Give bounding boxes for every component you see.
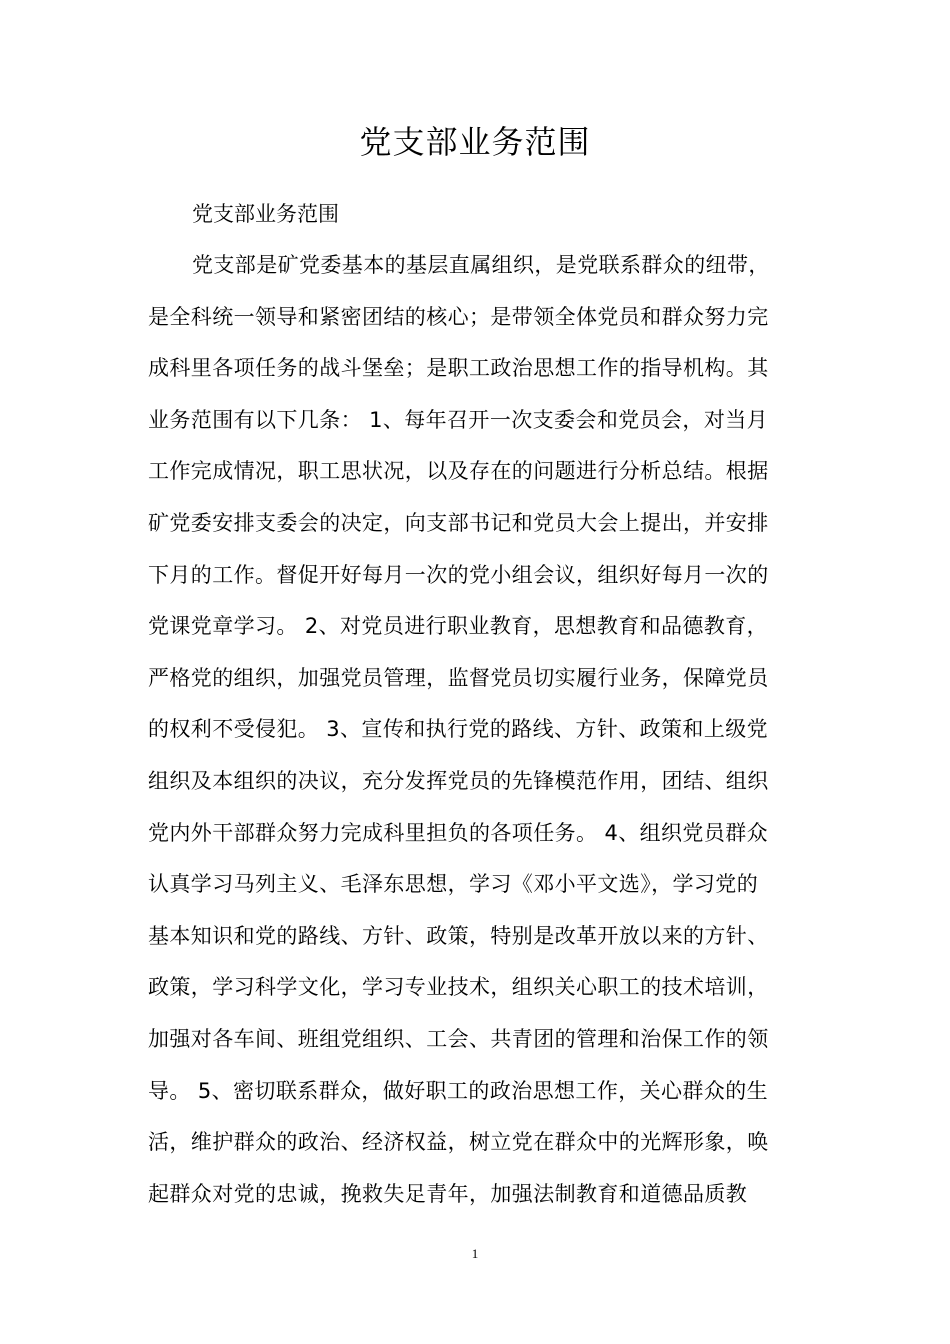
- body-line: 是全科统一领导和紧密团结的核心；是带领全体党员和群众努力完: [148, 304, 769, 329]
- document-body: [148, 248, 808, 1228]
- body-line: 党内外干部群众努力完成科里担负的各项任务。 4、组织党员群众: [148, 820, 769, 845]
- page-number: 1: [471, 1246, 479, 1261]
- body-line: 矿党委安排支委会的决定，向支部书记和党员大会上提出，并安排: [148, 510, 769, 535]
- body-line: 基本知识和党的路线、方针、政策，特别是改革开放以来的方针、: [148, 923, 769, 948]
- body-line: 组织及本组织的决议，充分发挥党员的先锋模范作用，团结、组织: [148, 768, 769, 793]
- body-line: 起群众对党的忠诚，挽救失足青年，加强法制教育和道德品质教: [148, 1181, 748, 1206]
- body-line: 党支部是矿党委基本的基层直属组织，是党联系群众的纽带，: [192, 253, 770, 277]
- body-line: 导。 5、密切联系群众，做好职工的政治思想工作，关心群众的生: [148, 1078, 769, 1103]
- body-line: 成科里各项任务的战斗堡垒；是职工政治思想工作的指导机构。其: [148, 356, 769, 381]
- body-line: 业务范围有以下几条： 1、每年召开一次支委会和党员会，对当月: [148, 407, 769, 432]
- body-line: 党课党章学习。 2、对党员进行职业教育，思想教育和品德教育，: [148, 614, 769, 639]
- body-line: 认真学习马列主义、毛泽东思想，学习《邓小平文选》，学习党的: [148, 872, 759, 897]
- body-line: 加强对各车间、班组党组织、工会、共青团的管理和治保工作的领: [148, 1026, 769, 1051]
- body-line: 活，维护群众的政治、经济权益，树立党在群众中的光辉形象，唤: [148, 1130, 769, 1155]
- body-line: 的权利不受侵犯。 3、宣传和执行党的路线、方针、政策和上级党: [148, 717, 769, 742]
- body-line: 政策，学习科学文化，学习专业技术，组织关心职工的技术培训，: [148, 975, 769, 1000]
- document-subtitle: 党支部业务范围: [192, 202, 339, 226]
- body-line: 严格党的组织，加强党员管理，监督党员切实履行业务，保障党员: [148, 665, 769, 690]
- document-title: 党支部业务范围: [359, 123, 591, 161]
- body-line: 下月的工作。督促开好每月一次的党小组会议，组织好每月一次的: [148, 562, 769, 587]
- body-line: 工作完成情况，职工思状况，以及存在的问题进行分析总结。根据: [148, 459, 769, 484]
